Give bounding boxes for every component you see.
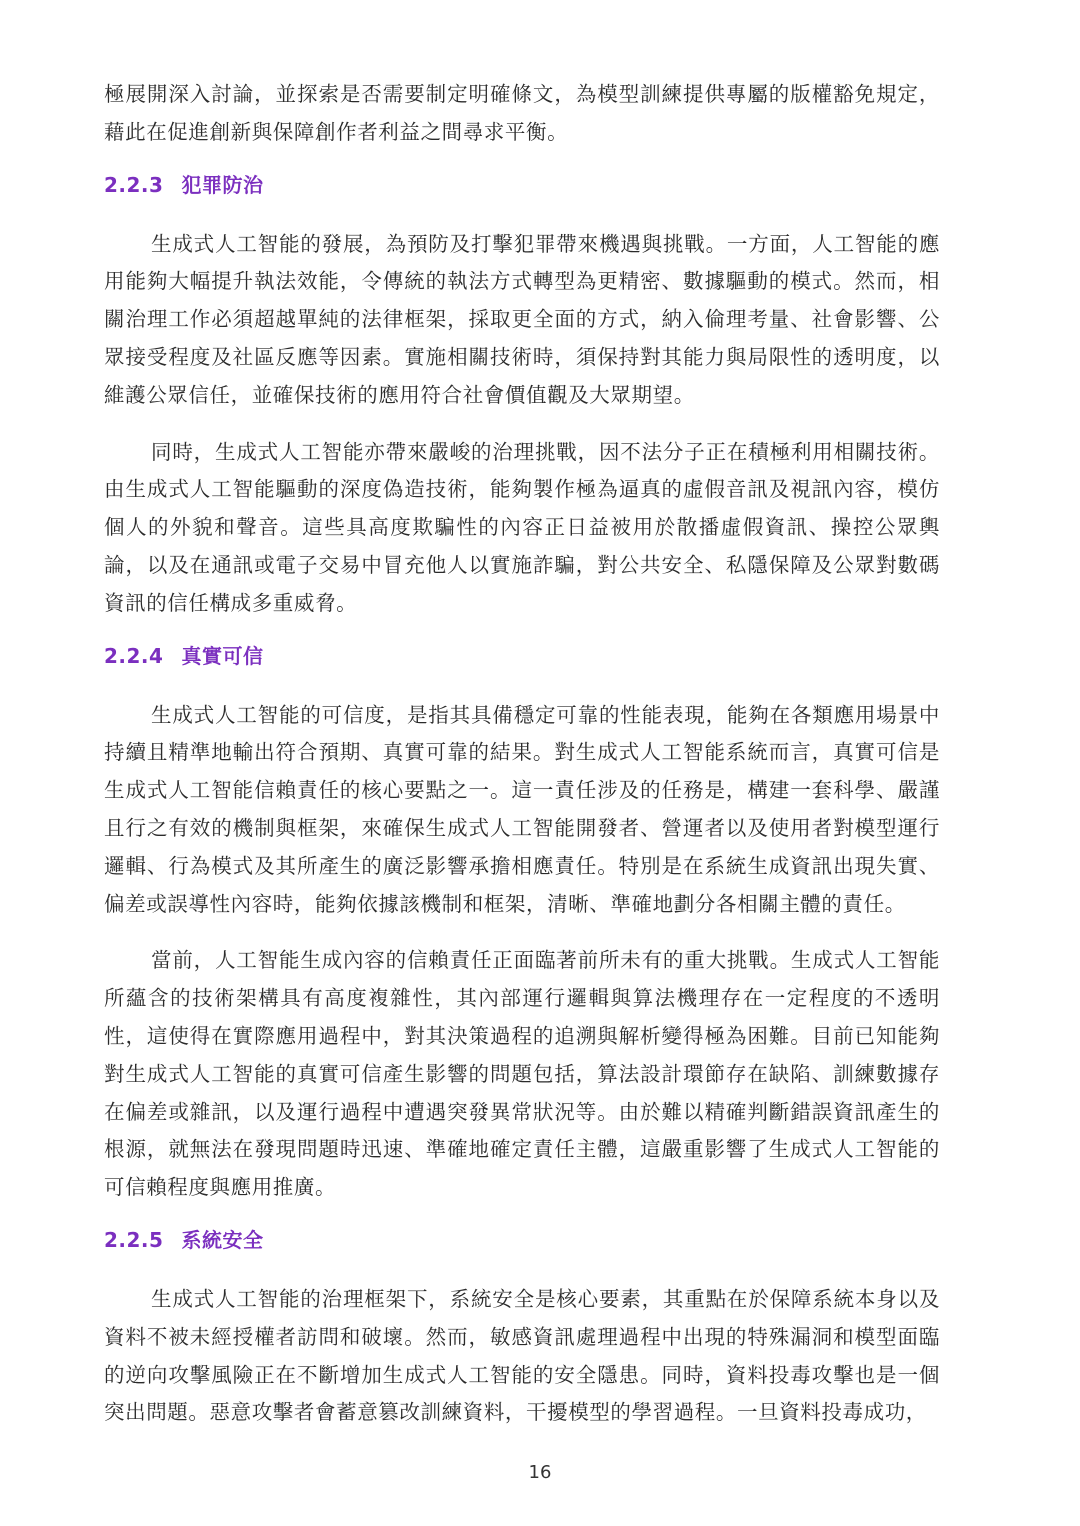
- paragraph-intro: 極展開深入討論，並探索是否需要制定明確條文，為模型訓練提供專屬的版權豁免規定，藉此在促進創新與保障創作者利益之間尋求平衡。: [104, 82, 940, 144]
- paragraph-gap: [104, 923, 940, 942]
- paragraph-2-2-3-1: 生成式人工智能的發展，為預防及打擊犯罪帶來機遇與挑戰。一方面，人工智能的應用能夠大幅提升執法效能，令傳統的執法方式轉型為更精密、數據驅動的模式。然而，相關治理工作必須超越單純的法律框架，採取更全面的方式，納入倫理考量、社會影響、公眾接受程度及社區反應等因素。實施相關技術時，須保持對其能力與局限性的透明度，以維護公眾信任，並確保技術的應用符合社會價值觀及大眾期望。: [104, 231, 940, 407]
- section-number: 2.2.5: [104, 1227, 164, 1252]
- page-number: 16: [528, 1462, 552, 1483]
- section-heading-2-2-4: [104, 638, 940, 674]
- paragraph-2-2-5-1: 生成式人工智能的治理框架下，系統安全是核心要素，其重點在於保障系統本身以及資料不被未經授權者訪問和破壞。然而，敏感資訊處理過程中出現的特殊漏洞和模型面臨的逆向攻擊風險正在不斷增加生成式人工智能的安全隱患。同時，資料投毒攻擊也是一個突出問題。惡意攻擊者會蓄意篡改訓練資料，干擾模型的學習過程。一旦資料投毒成功，: [104, 1286, 940, 1425]
- section-title: 系統安全: [181, 1227, 264, 1252]
- paragraph-2-2-4-1: 生成式人工智能的可信度，是指其具備穩定可靠的性能表現，能夠在各類應用場景中持續且精準地輸出符合預期、真實可靠的結果。對生成式人工智能系統而言，真實可信是生成式人工智能信賴責任的核心要點之一。這一責任涉及的任務是，構建一套科學、嚴謹且行之有效的機制與框架，來確保生成式人工智能開發者、營運者以及使用者對模型運行邏輯、行為模式及其所產生的廣泛影響承擔相應責任。特別是在系統生成資訊出現失實、偏差或誤導性內容時，能夠依據該機制和框架，清晰、準確地劃分各相關主體的責任。: [104, 702, 940, 916]
- section-number: 2.2.3: [104, 172, 164, 197]
- paragraph-2-2-4-2: 當前，人工智能生成內容的信賴責任正面臨著前所未有的重大挑戰。生成式人工智能所蘊含的技術架構具有高度複雜性，其內部運行邏輯與算法機理存在一定程度的不透明性，這使得在實際應用過程中，對其決策過程的追溯與解析變得極為困難。目前已知能夠對生成式人工智能的真實可信產生影響的問題包括，算法設計環節存在缺陷、訓練數據存在偏差或雜訊，以及運行過程中遭遇突發異常狀況等。由於難以精確判斷錯誤資訊產生的根源，就無法在發現問題時迅速、準確地確定責任主體，這嚴重影響了生成式人工智能的可信賴程度與應用推廣。: [104, 948, 940, 1200]
- section-number: 2.2.4: [104, 643, 164, 668]
- paragraph-gap: [104, 415, 940, 434]
- section-title: 犯罪防治: [181, 172, 264, 197]
- section-heading-2-2-3: [104, 167, 940, 203]
- section-title: 真實可信: [181, 643, 264, 668]
- section-heading-2-2-5: [104, 1222, 940, 1258]
- paragraph-2-2-3-2: 同時，生成式人工智能亦帶來嚴峻的治理挑戰，因不法分子正在積極利用相關技術。由生成式人工智能驅動的深度偽造技術，能夠製作極為逼真的虛假音訊及視訊內容，模仿個人的外貌和聲音。這些具高度欺騙性的內容正日益被用於散播虛假資訊、操控公眾輿論，以及在通訊或電子交易中冒充他人以實施詐騙，對公共安全、私隱保障及公眾對數碼資訊的信任構成多重威脅。: [104, 439, 940, 615]
